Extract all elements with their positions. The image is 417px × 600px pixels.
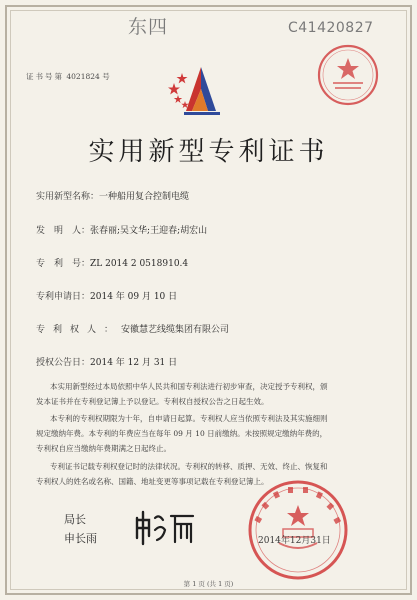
field-value: 安徽慧艺线缆集团有限公司 bbox=[121, 325, 230, 335]
paragraph-line: 专利权人的姓名或名称、国籍、地址变更等事项记载在专利登记簿上。 bbox=[36, 477, 269, 486]
field-patentee bbox=[36, 322, 229, 335]
director-signature bbox=[133, 508, 197, 548]
paragraph-line: 本实用新型经过本局依照中华人民共和国专利法进行初步审查，决定授予专利权，颁 bbox=[50, 382, 328, 391]
paragraph-line: 专利权自应当缴纳年费期满之日起终止。 bbox=[36, 444, 171, 453]
field-label: 专利权人： bbox=[36, 325, 122, 335]
field-label: 实用新型名称： bbox=[36, 192, 100, 202]
field-patent-number bbox=[36, 256, 188, 269]
field-inventors bbox=[36, 223, 207, 236]
field-utility-model-name bbox=[36, 189, 189, 202]
field-label: 专利申请日： bbox=[36, 292, 91, 302]
certificate-number-suffix: 号 bbox=[102, 72, 110, 81]
paragraph-line: 规定缴纳年费。本专利的年费应当在每年 09 月 10 日前缴纳。未按照规定缴纳年费的， bbox=[36, 429, 328, 438]
field-label: 专 利 号： bbox=[36, 259, 91, 269]
field-value: ZL 2014 2 0518910.4 bbox=[90, 259, 189, 269]
seal-date: 2014年12月31日 bbox=[258, 536, 331, 546]
field-value: 2014 年 12 月 31 日 bbox=[90, 358, 178, 368]
handwritten-note-right: C41420827 bbox=[288, 20, 374, 36]
patent-office-emblem-icon bbox=[168, 61, 238, 121]
paragraph-line: 本专利的专利权期限为十年，自申请日起算。专利权人应当依照专利法及其实施细则 bbox=[50, 414, 328, 423]
agency-seal-stamp bbox=[317, 44, 379, 106]
certificate-number-label: 证书号第 bbox=[26, 72, 64, 81]
certificate-number-value: 4021824 bbox=[66, 72, 100, 81]
paragraph-line: 专利证书记载专利权登记时的法律状况。专利权的转移、质押、无效、终止、恢复和 bbox=[50, 462, 328, 471]
paragraph-grant-notice bbox=[36, 379, 392, 409]
director-name: 申长雨 bbox=[64, 532, 97, 545]
certificate-number bbox=[26, 71, 110, 82]
field-application-date bbox=[36, 289, 177, 302]
paragraph-term-and-fees bbox=[36, 411, 392, 456]
field-grant-date bbox=[36, 355, 177, 368]
field-value: 2014 年 09 月 10 日 bbox=[90, 292, 178, 302]
field-label: 授权公告日： bbox=[36, 358, 91, 368]
director-title: 局长 bbox=[64, 513, 86, 526]
handwritten-note-left: 东四 bbox=[128, 16, 169, 38]
paragraph-line: 发本证书并在专利登记簿上予以登记。专利权自授权公告之日起生效。 bbox=[36, 397, 269, 406]
page-footer: 第 1 页 (共 1 页) bbox=[183, 580, 234, 588]
field-value: 一种船用复合控制电缆 bbox=[99, 192, 190, 202]
field-value: 张春丽;吴文华;王迎春;胡宏山 bbox=[90, 226, 208, 236]
official-seal-stamp bbox=[247, 479, 349, 581]
field-label: 发 明 人： bbox=[36, 226, 91, 236]
certificate-title: 实用新型专利证书 bbox=[88, 137, 329, 167]
